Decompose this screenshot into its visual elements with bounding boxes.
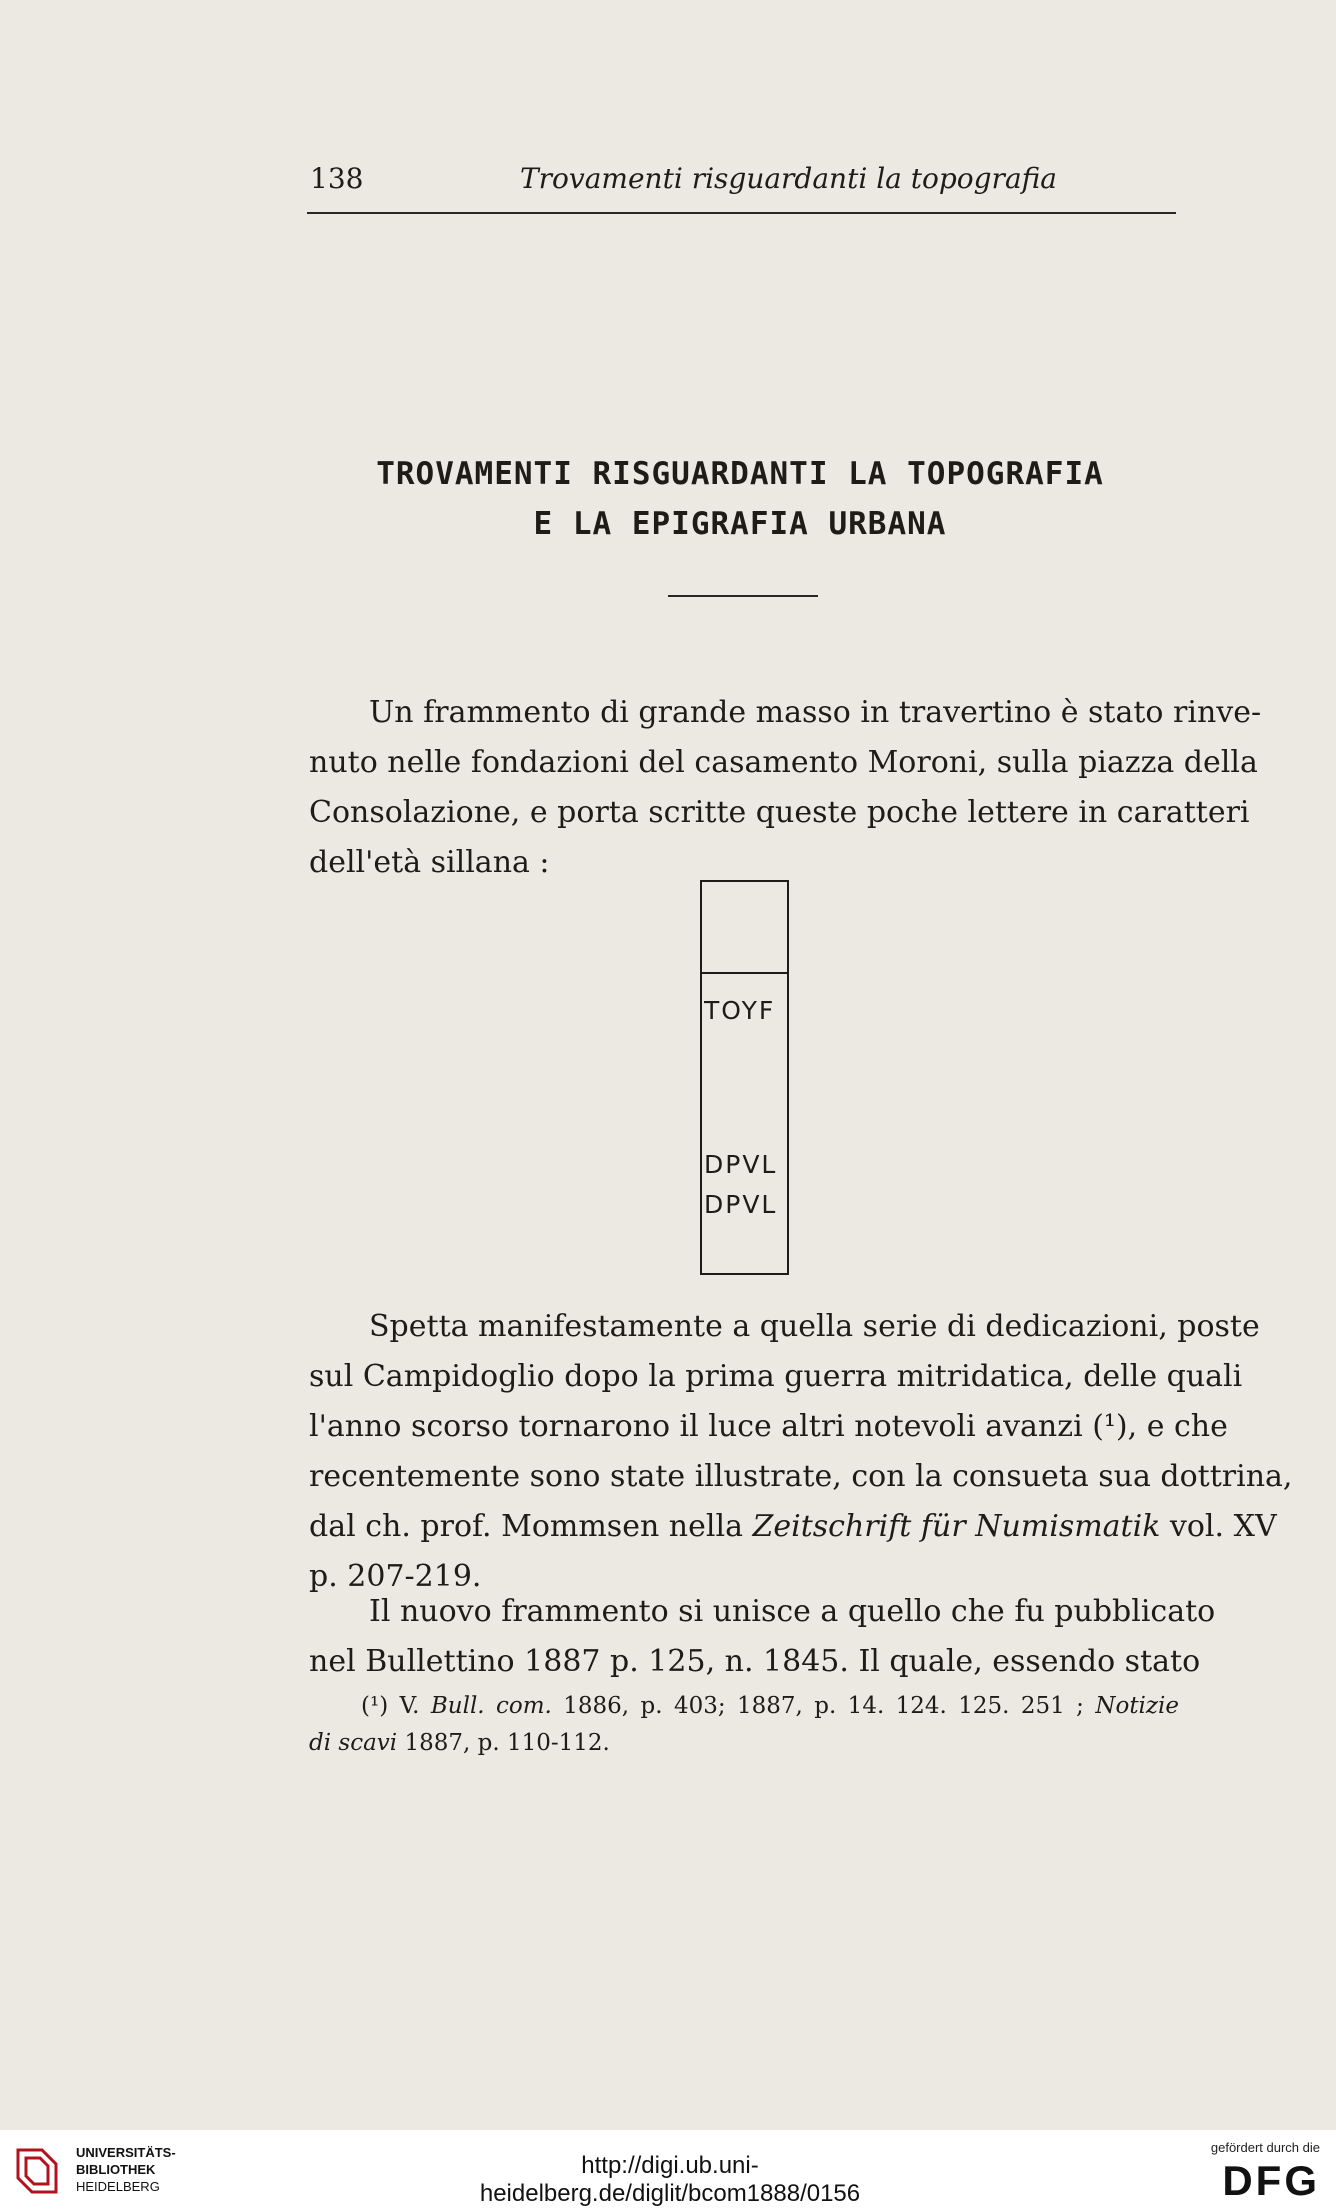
paragraph-line: nel Bullettino 1887 p. 125, n. 1845. Il quale, essendo stato [309, 1644, 1201, 1679]
university-library-logo [12, 2142, 62, 2198]
viewer-footer [0, 2130, 1336, 2211]
footnote-line [309, 1725, 1179, 1762]
paragraph-line: Un frammento di grande masso in travertino è stato rinve- [369, 695, 1262, 730]
paragraph-line: dell'età sillana : [309, 845, 550, 880]
dfg-logo: DFG [1222, 2157, 1320, 2204]
paragraph-line: nuto nelle fondazioni del casamento Moroni, sulla piazza della [309, 745, 1258, 780]
paragraph-line: sul Campidoglio dopo la prima guerra mitridatica, delle quali [309, 1359, 1243, 1394]
paragraph-line: Consolazione, e porta scritte queste poche lettere in caratteri [309, 795, 1250, 830]
running-title: Trovamenti risguardanti la topografia [520, 162, 1058, 195]
inscription-figure [700, 880, 789, 1275]
journal-title: Zeitschrift für Numismatik [752, 1509, 1161, 1544]
inscription-bottom-edge [702, 1273, 787, 1275]
footnote-line [309, 1688, 1179, 1725]
inscription-line: DPVL [704, 1150, 778, 1179]
inscription-divider [702, 972, 787, 974]
abbrev: Notizie [1095, 1693, 1179, 1719]
paragraph-line: p. 207-219. [309, 1559, 482, 1594]
footnote-refs: 1886, p. 403; 1887, p. 14. 124. 125. 251 ; [551, 1693, 1096, 1719]
paragraph-line: l'anno scorso tornarono il luce altri notevoli avanzi (¹), e che [309, 1409, 1228, 1444]
title-rule [668, 595, 818, 597]
library-line: HEIDELBERG [76, 2179, 160, 2194]
library-line: UNIVERSITÄTS- [76, 2145, 176, 2160]
paragraph-3 [309, 1587, 1216, 1687]
abbrev: Bull. com. [430, 1693, 552, 1719]
permalink-url[interactable]: http://digi.ub.uni-heidelberg.de/diglit/bcom1888/0156 [479, 2152, 861, 2207]
paragraph-1 [309, 688, 1262, 888]
paragraph-line: recentemente sono state illustrate, con la consueta sua dottrina, [309, 1459, 1293, 1494]
inscription-top-edge [702, 880, 787, 882]
article-title-line-1: TROVAMENTI RISGUARDANTI LA TOPOGRAFIA [376, 456, 1104, 492]
text-run: dal ch. prof. Mommsen nella [309, 1509, 753, 1544]
inscription-line: DPVL [704, 1190, 778, 1219]
library-line: BIBLIOTHEK [76, 2162, 156, 2177]
text-run: vol. XV [1160, 1509, 1277, 1544]
paragraph-line [309, 1502, 1277, 1552]
paragraph-line: Il nuovo frammento si unisce a quello che fu pubblicato [369, 1594, 1216, 1629]
footnote [309, 1688, 1179, 1762]
running-head [310, 162, 1176, 202]
footnote-mark: (¹) V. [361, 1693, 431, 1719]
paragraph-2 [309, 1302, 1293, 1602]
inscription-line: TOYF [704, 996, 776, 1025]
footnote-refs: 1887, p. 110-112. [397, 1730, 610, 1756]
page-number: 138 [310, 162, 364, 195]
paragraph-line: Spetta manifestamente a quella serie di dedicazioni, poste [369, 1309, 1260, 1344]
funding-label: gefördert durch die [1210, 2140, 1320, 2155]
university-library-name [76, 2144, 176, 2195]
article-title-line-2: E LA EPIGRAFIA URBANA [533, 506, 947, 542]
abbrev: di scavi [309, 1730, 398, 1756]
header-rule [307, 212, 1176, 214]
